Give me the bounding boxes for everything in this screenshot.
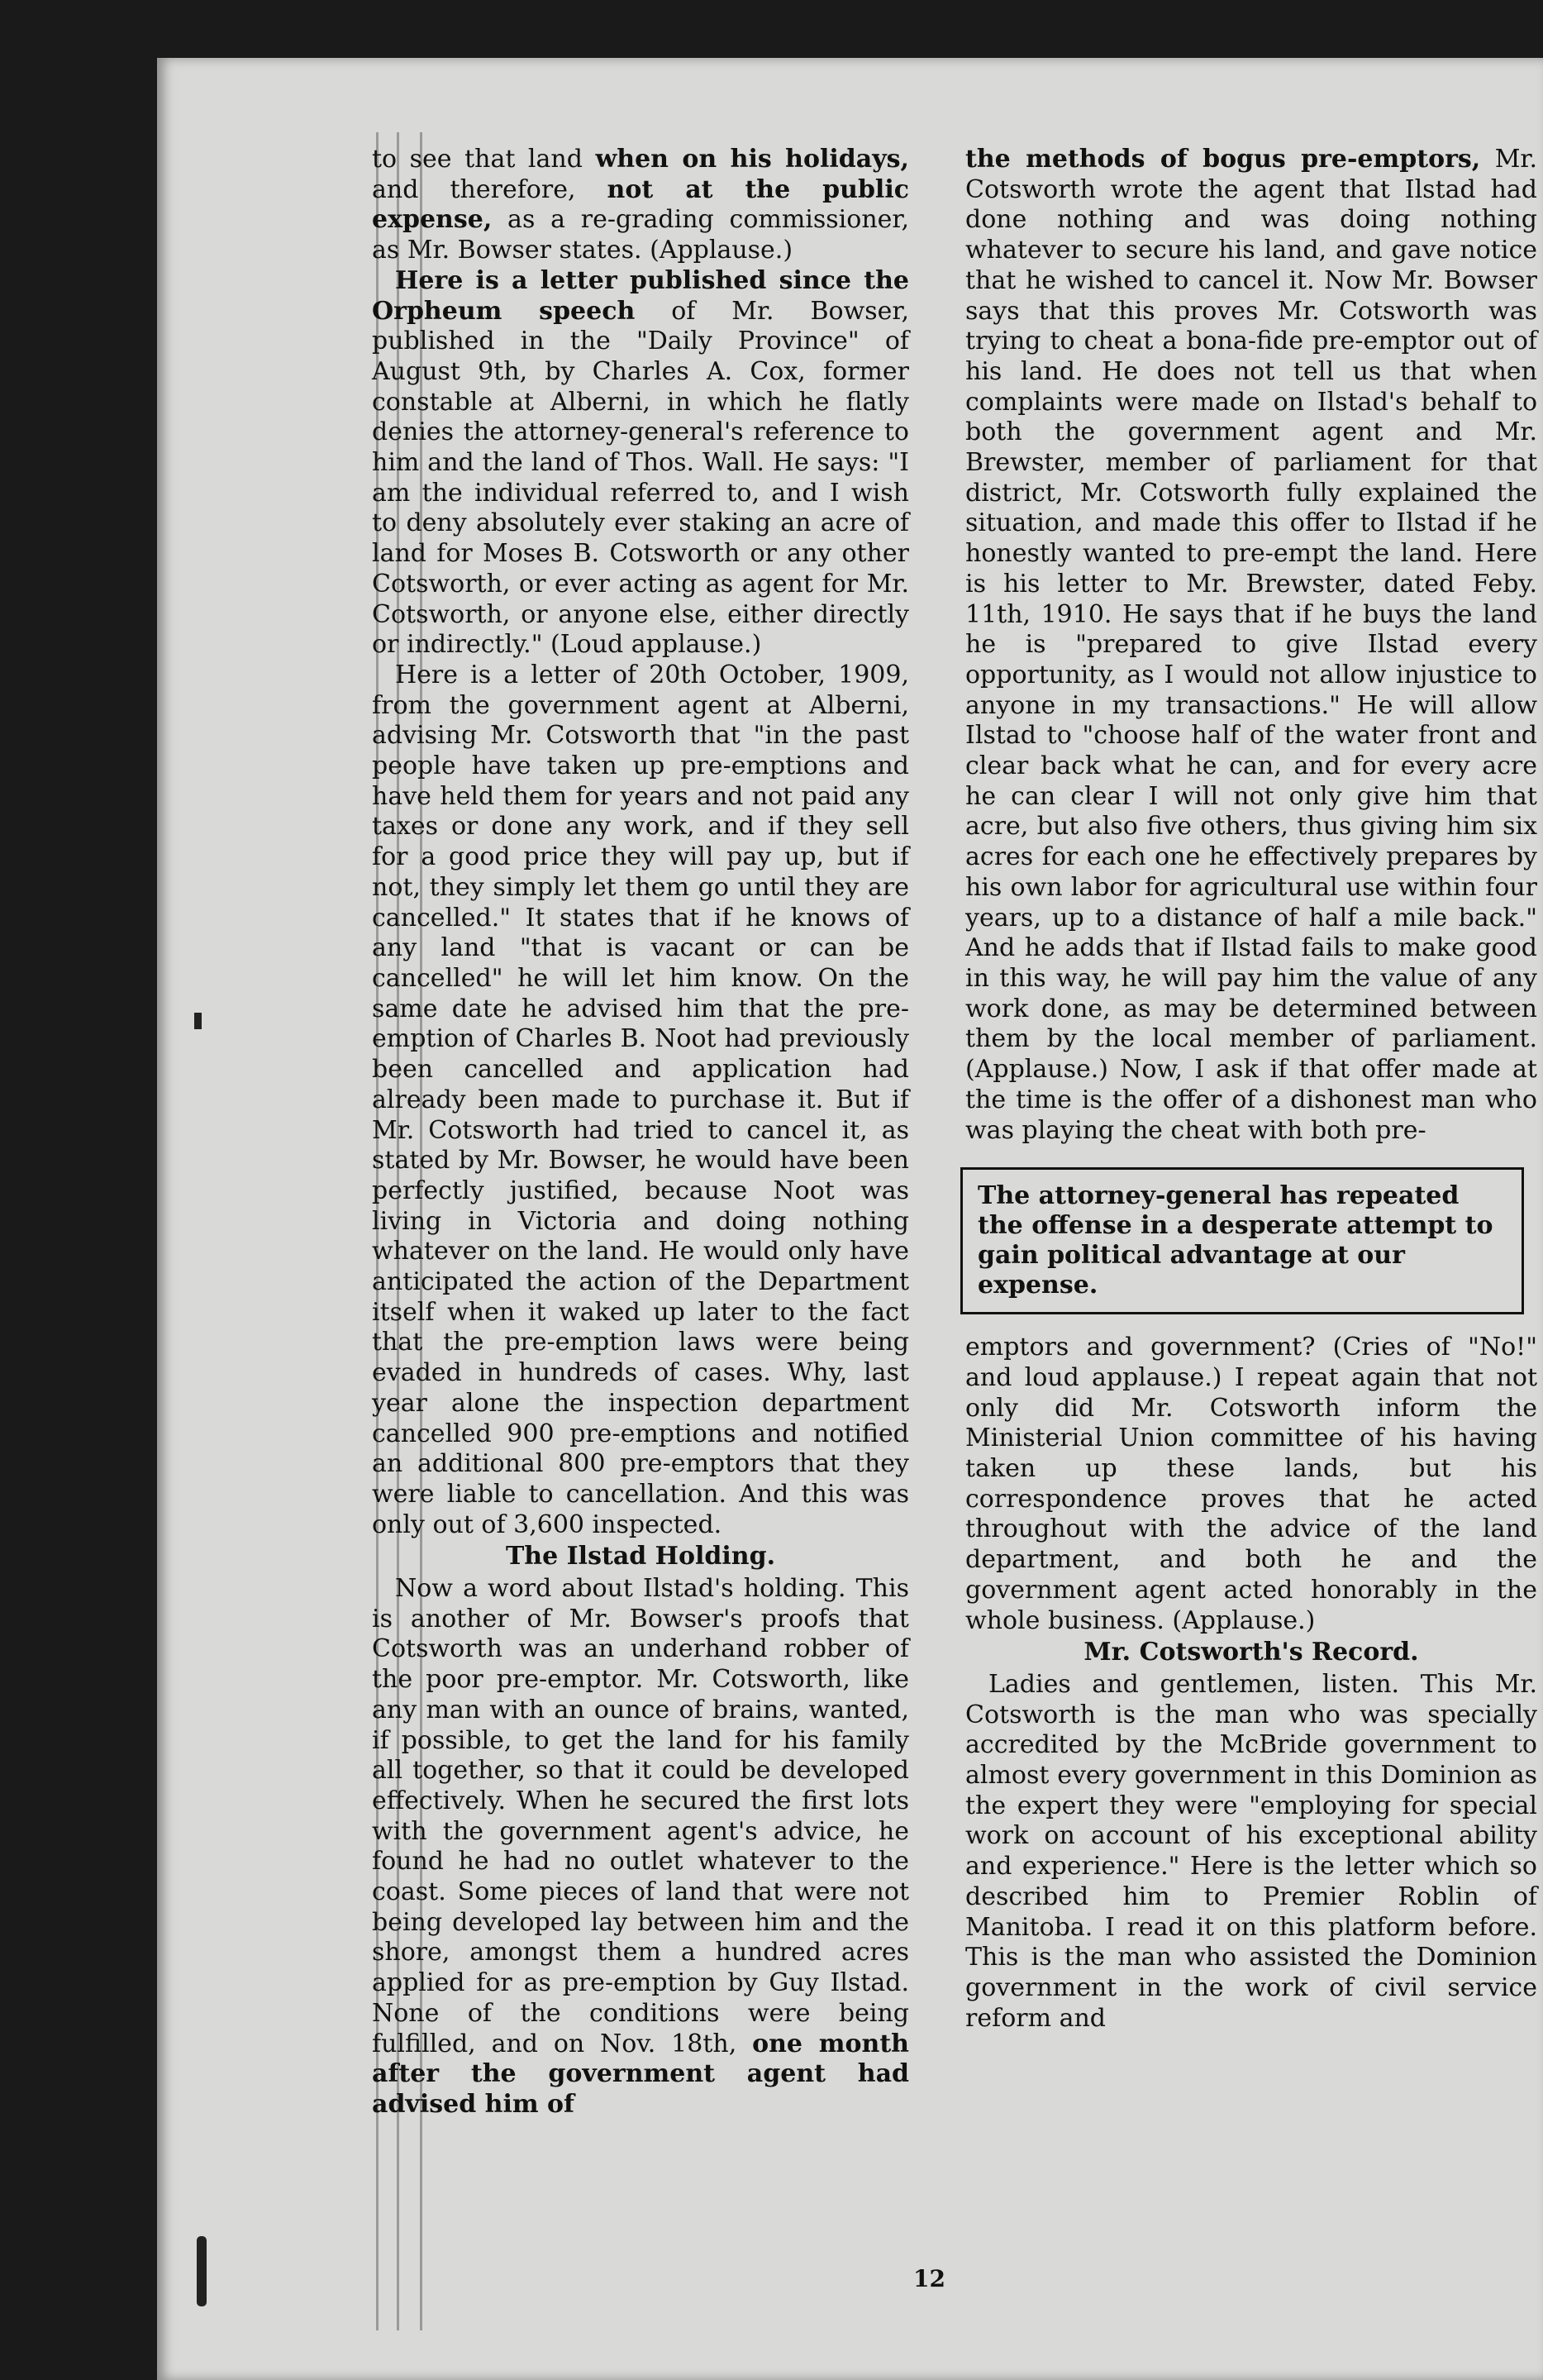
page-number: 12: [913, 2265, 945, 2292]
paragraph: emptors and government? (Cries of "No!" and loud applause.) I repeat again that not only did Mr. Cotsworth inform the Ministerial Union committee of his having taken up these lands, but his correspondence proves that he acted throughout with the advice of the land department, and both he and the government agent acted honorably in the whole business. (Applause.): [965, 1333, 1537, 1635]
paragraph: Here is a letter published since the Orpheum speech of Mr. Bowser, published in the "Daily Province" of August 9th, by Charles A. Cox, former constable at Alberni, in which he flatly denies the attorney-general's reference to him and the land of Thos. Wall. He says: "I am the individual referred to, and I wish to deny absolutely ever staking an acre of land for Moses B. Cotsworth or any other Cotsworth, or ever acting as agent for Mr. Cotsworth, or anyone else, either directly or indirectly." (Loud applause.): [372, 265, 910, 660]
section-heading: Mr. Cotsworth's Record.: [1083, 1638, 1419, 1667]
section-heading: The Ilstad Holding.: [505, 1542, 776, 1572]
left-column: [372, 145, 909, 2120]
paragraph: the methods of bogus pre-emptors, Mr. Cotsworth wrote the agent that Ilstad had done nothing and was doing nothing whatever to secure his land, and gave notice that he wished to cancel it. Now Mr. Bowser says that this proves Mr. Cotsworth was trying to cheat a bona-fide pre-emptor out of his land. He does not tell us that when complaints were made on Ilstad's behalf to both the government agent and Mr. Brewster, member of parliament for that district, Mr. Cotsworth fully explained the situation, and made this offer to Ilstad if he honestly wanted to pre-empt the land. Here is his letter to Mr. Brewster, dated Feby. 11th, 1910. He says that if he buys the land he is "prepared to give Ilstad every opportunity, as I would not allow injustice to anyone in my transactions." He will allow Ilstad to "choose half of the water front and clear back what he can, and for every acre he can clear I will not only give him that acre, but also five others, thus giving him six acres for each one he effectively prepares by his own labor for agricultural use within four years, up to a distance of half a mile back." And he adds that if Ilstad fails to make good in this way, he will pay him the value of any work done, as may be determined between them by the local member of parliament. (Applause.) Now, I ask if that offer made at the time is the offer of a dishonest man who was playing the cheat with both pre-: [965, 145, 1537, 1145]
paragraph: to see that land when on his holidays, and therefore, not at the public expense, as a re-grading commissioner, as Mr. Bowser states. (Applause.): [372, 145, 909, 265]
callout-box: The attorney-general has repeated the offense in a desperate attempt to gain political advantage at our expense.: [960, 1167, 1524, 1314]
right-column: [965, 145, 1537, 2034]
scan-speck: [194, 1013, 202, 1029]
scan-speck: [197, 2236, 207, 2306]
paragraph: Ladies and gentlemen, listen. This Mr. Cotsworth is the man who was specially accredited by the McBride government to almost every government in this Dominion as the expert they were "employing for special work on account of his exceptional ability and experience." Here is the letter which so described him to Premier Roblin of Manitoba. I read it on this platform before. This is the man who assisted the Dominion government in the work of civil service reform and: [965, 1669, 1537, 2033]
paragraph: Here is a letter of 20th October, 1909, from the government agent at Alberni, advising Mr. Cotsworth that "in the past people have taken up pre-emptions and have held them for years and not paid any taxes or done any work, and if they sell for a good price they will pay up, but if not, they simply let them go until they are cancelled." It states that if he knows of any land "that is vacant or can be cancelled" he will let him know. On the same date he advised him that the pre-emption of Charles B. Noot had previously been cancelled and application had already been made to purchase it. But if Mr. Cotsworth had tried to cancel it, as stated by Mr. Bowser, he would have been perfectly justified, because Noot was living in Victoria and doing nothing whatever on the land. He would only have anticipated the action of the Department itself when it waked up later to the fact that the pre-emption laws were being evaded in hundreds of cases. Why, last year alone the inspection department cancelled 900 pre-emptions and notified an additional 800 pre-emptors that they were liable to cancellation. And this was only out of 3,600 inspected.: [372, 660, 909, 1539]
paragraph: Now a word about Ilstad's holding. This is another of Mr. Bowser's proofs that Cotsworth was an underhand robber of the poor pre-emptor. Mr. Cotsworth, like any man with an ounce of brains, wanted, if possible, to get the land for his family all together, so that it could be developed effectively. When he secured the first lots with the government agent's advice, he found he had no outlet whatever to the coast. Some pieces of land that were not being developed lay between him and the shore, amongst them a hundred acres applied for as pre-emption by Guy Ilstad. None of the conditions were being fulfilled, and on Nov. 18th, one month after the government agent had advised him of: [372, 1574, 909, 2119]
